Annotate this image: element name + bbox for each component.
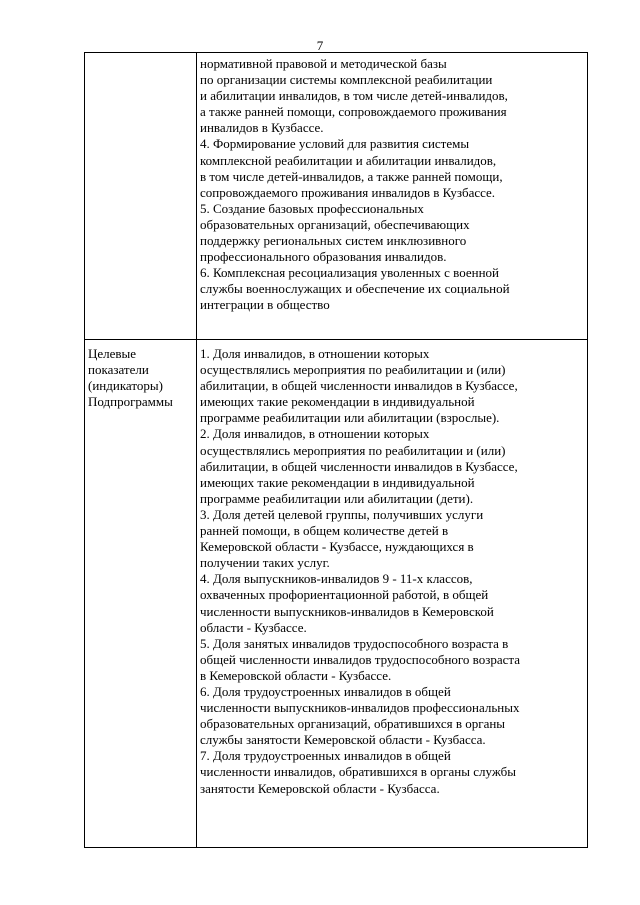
text-line: по организации системы комплексной реабилитации <box>200 72 493 88</box>
text-line: Целевые <box>88 346 137 361</box>
text-line: 4. Доля выпускников-инвалидов 9 - 11-х классов, <box>200 571 473 587</box>
text-line: нормативной правовой и методической базы <box>200 56 447 71</box>
text-line: (индикаторы) <box>88 378 163 394</box>
text-line: 7. Доля трудоустроенных инвалидов в общей <box>200 748 451 764</box>
text-line: инвалидов в Кузбассе. <box>200 120 324 136</box>
text-line: поддержку региональных систем инклюзивного <box>200 233 467 249</box>
text-line: численности инвалидов, обратившихся в органы службы <box>200 764 516 780</box>
text-line: имеющих такие рекомендации в индивидуальной <box>200 474 475 490</box>
text-line: программе реабилитации или абилитации (дети). <box>200 490 474 506</box>
text-line: 6. Комплексная ресоциализация уволенных с военной <box>200 265 499 281</box>
text-line: численности выпускников-инвалидов в Кемеровской <box>200 603 494 619</box>
text-line: образовательных организаций, обеспечивающих <box>200 216 470 232</box>
text-line: программе реабилитации или абилитации (взрослые). <box>200 410 500 426</box>
text-line: осуществлялись мероприятия по реабилитации и (или) <box>200 362 506 378</box>
tasks-text <box>197 53 587 314</box>
program-passport-table <box>84 52 588 848</box>
row-label <box>85 53 196 55</box>
text-line: сопровождаемого проживания инвалидов в Кузбассе. <box>200 184 496 200</box>
text-line: в том числе детей-инвалидов, а также ранней помощи, <box>200 168 503 184</box>
text-line: а также ранней помощи, сопровождаемого проживания <box>200 104 507 120</box>
text-line: области - Кузбассе. <box>200 619 307 635</box>
text-line: профессионального образования инвалидов. <box>200 249 447 265</box>
text-line: 4. Формирование условий для развития системы <box>200 136 470 152</box>
text-line: охваченных профориентационной работой, в общей <box>200 587 489 603</box>
text-line: 5. Доля занятых инвалидов трудоспособного возраста в <box>200 635 509 651</box>
text-line: общей численности инвалидов трудоспособного возраста <box>200 651 521 667</box>
text-line: Кемеровской области - Кузбассе, нуждающихся в <box>200 539 474 555</box>
text-line: показатели <box>88 362 149 378</box>
table-row <box>85 340 588 848</box>
text-line: комплексной реабилитации и абилитации инвалидов, <box>200 152 497 168</box>
text-line: абилитации, в общей численности инвалидов в Кузбассе, <box>200 458 518 474</box>
table-row <box>85 53 588 340</box>
text-line: службы военнослужащих и обеспечение их социальной <box>200 281 510 297</box>
row-label-cell <box>85 53 197 340</box>
text-line: имеющих такие рекомендации в индивидуальной <box>200 394 475 410</box>
text-line: службы занятости Кемеровской области - Кузбасса. <box>200 732 486 748</box>
text-line: образовательных организаций, обратившихся в органы <box>200 716 506 732</box>
text-line: в Кемеровской области - Кузбассе. <box>200 667 392 683</box>
text-line: 1. Доля инвалидов, в отношении которых <box>200 346 430 361</box>
text-line: 5. Создание базовых профессиональных <box>200 200 424 216</box>
row-content-cell <box>197 53 588 340</box>
row-label-cell <box>85 340 197 848</box>
text-line: 3. Доля детей целевой группы, получивших услуги <box>200 506 484 522</box>
text-line: 6. Доля трудоустроенных инвалидов в общей <box>200 683 451 699</box>
text-line: ранней помощи, в общем количестве детей в <box>200 523 449 539</box>
indicators-label <box>85 340 196 410</box>
text-line: 2. Доля инвалидов, в отношении которых <box>200 426 430 442</box>
indicators-text <box>197 340 587 797</box>
text-line: получении таких услуг. <box>200 555 330 571</box>
page-number: 7 <box>316 38 324 53</box>
text-line: и абилитации инвалидов, в том числе детей-инвалидов, <box>200 88 508 104</box>
text-line: занятости Кемеровской области - Кузбасса. <box>200 780 440 796</box>
text-line: абилитации, в общей численности инвалидов в Кузбассе, <box>200 378 518 394</box>
text-line: численности выпускников-инвалидов профессиональных <box>200 700 520 716</box>
text-line: интеграции в общество <box>200 297 330 313</box>
text-line: осуществлялись мероприятия по реабилитации и (или) <box>200 442 506 458</box>
row-content-cell <box>197 340 588 848</box>
text-line: Подпрограммы <box>88 394 173 410</box>
